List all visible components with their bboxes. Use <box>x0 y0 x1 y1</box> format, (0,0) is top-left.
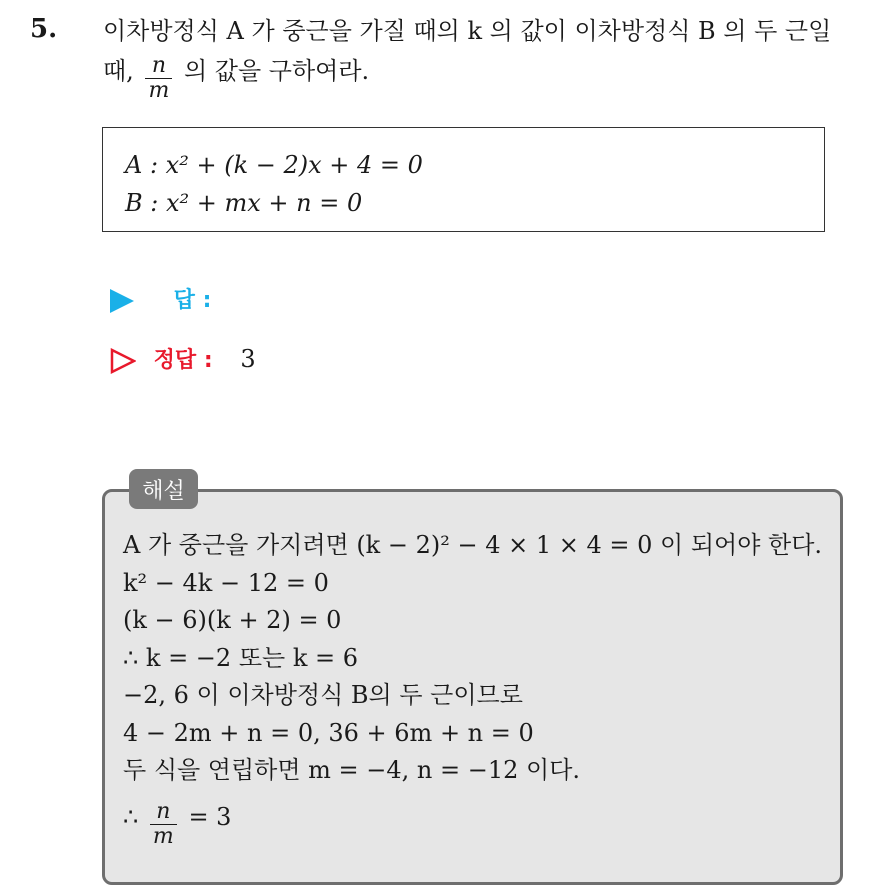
question-number: 5. <box>30 14 58 44</box>
answer-label: 답 : <box>173 288 212 313</box>
question-line-2-suffix: 의 값을 구하여라. <box>183 57 370 85</box>
fraction-n-over-m <box>145 54 172 103</box>
question-line-2-prefix: 때, <box>103 57 134 85</box>
solution-line: −2, 6 이 이차방정식 B의 두 근이므로 <box>123 681 523 709</box>
equation-b: B : x² + mx + n = 0 <box>125 189 363 217</box>
solution-tab: 해설 <box>129 469 198 509</box>
play-filled-icon <box>110 289 134 313</box>
solution-final <box>123 794 838 849</box>
fraction-denominator: m <box>145 78 172 103</box>
final-fraction <box>150 800 177 849</box>
solution-line: A 가 중근을 가지려면 (k − 2)² − 4 × 1 × 4 = 0 이 되어야 한다. <box>123 531 823 559</box>
answer-row <box>110 283 211 314</box>
question-text <box>103 14 863 103</box>
correct-answer-label: 정답 : <box>153 348 213 373</box>
solution-lines <box>123 527 838 849</box>
final-result: = 3 <box>188 802 232 831</box>
final-fraction-numerator: n <box>156 798 171 824</box>
play-outline-icon <box>110 348 136 374</box>
correct-answer-row <box>110 343 256 374</box>
fraction-numerator: n <box>151 53 166 78</box>
equation-box <box>102 127 825 232</box>
solution-line: 두 식을 연립하면 m = −4, n = −12 이다. <box>123 756 581 784</box>
solution-line: 4 − 2m + n = 0, 36 + 6m + n = 0 <box>123 718 534 747</box>
correct-answer-value: 3 <box>240 345 256 373</box>
equation-a: A : x² + (k − 2)x + 4 = 0 <box>125 151 423 179</box>
question-line-2 <box>103 48 863 103</box>
question-line-1: 이차방정식 A 가 중근을 가질 때의 k 의 값이 이차방정식 B 의 두 근일 <box>103 17 832 45</box>
final-fraction-denominator: m <box>150 824 177 849</box>
therefore-symbol: ∴ <box>123 802 139 831</box>
solution-line: k² − 4k − 12 = 0 <box>123 568 329 597</box>
solution-line: (k − 6)(k + 2) = 0 <box>123 606 342 634</box>
solution-line: ∴ k = −2 또는 k = 6 <box>123 643 358 672</box>
